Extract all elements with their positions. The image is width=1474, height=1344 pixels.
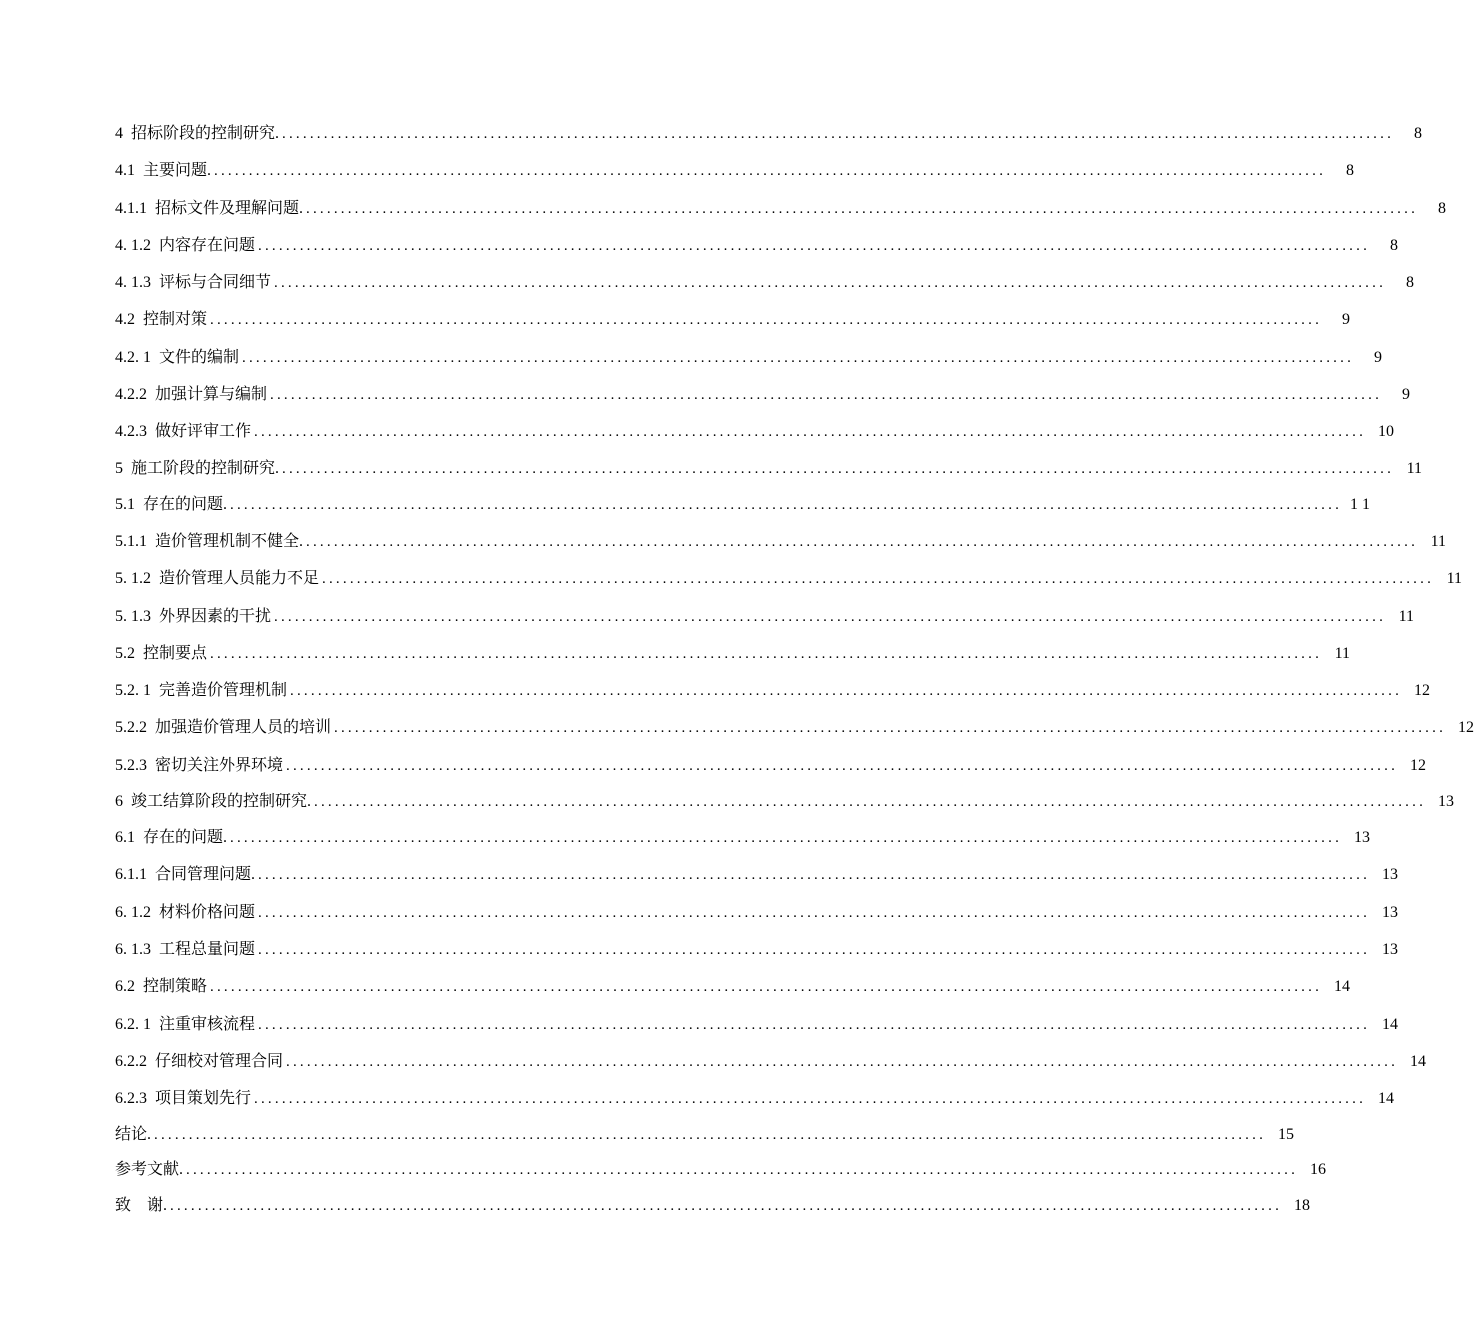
toc-entry [115,190,1447,227]
entry-title: 内容存在问题 [159,236,256,254]
entry-title: 造价管理机制不健全. [155,532,304,550]
entry-number: 4.2 [115,311,135,329]
dot-leader: ................................................................................................................................................................ [322,571,1435,588]
page-number: 12 [1414,682,1431,700]
toc-entry [115,1006,1399,1043]
entry-title: 加强造价管理人员的培训 [155,719,332,737]
dot-leader: ................................................................................................................................................................ [270,387,1383,404]
page-number: 9 [1374,348,1383,366]
entry-number: 5. 1.3 [115,607,151,625]
page-number: 8 [1438,199,1447,217]
page-number: 13 [1382,866,1399,884]
entry-number: 6. 1.3 [115,940,151,958]
entry-number: 5.2.2 [115,719,147,737]
page-number: 11 [1398,607,1415,625]
toc-entry [115,968,1351,1005]
dot-leader: ................................................................................................................................................................ [210,312,1323,329]
entry-title: 控制对策 [143,311,208,329]
entry-title: 控制要点 [143,644,208,662]
toc-entry [115,152,1355,189]
entry-number: 6.2 [115,978,135,996]
entry-title: 项目策划先行 [155,1090,252,1108]
entry-number: 6.2.2 [115,1052,147,1070]
entry-number: 4. 1.3 [115,274,151,292]
dot-leader: ................................................................................................................................................................ [210,645,1323,662]
dot-leader: ................................................................................................................................................................ [334,720,1447,737]
table-of-contents [115,115,1474,1225]
dot-leader: ................................................................................................................................................................ [210,979,1323,996]
dot-leader: ................................................................................................................................................................ [186,1162,1299,1179]
dot-leader: ................................................................................................................................................................ [230,830,1343,847]
dot-leader: ................................................................................................................................................................ [258,1016,1371,1033]
toc-entry [115,894,1399,931]
toc-entry [115,339,1383,376]
toc-entry [115,931,1399,968]
entry-title: 存在的问题. [143,829,228,847]
page-number: 15 [1278,1126,1295,1144]
dot-leader: ................................................................................................................................................................ [274,275,1387,292]
entry-title: 仔细校对管理合同 [155,1052,284,1070]
entry-title: 评标与合同细节 [159,274,272,292]
toc-entry [115,413,1395,450]
entry-title: 工程总量问题 [159,940,256,958]
entry-title: 造价管理人员能力不足 [159,570,320,588]
page-number: 8 [1346,162,1355,180]
page-number: 11 [1446,570,1463,588]
entry-title: 加强计算与编制 [155,386,268,404]
page-number: 11 [1406,459,1423,477]
entry-number: 6. 1.2 [115,903,151,921]
page-number: 14 [1334,978,1351,996]
entry-title: 存在的问题. [143,495,228,513]
page-number: 14 [1382,1015,1399,1033]
dot-leader: ................................................................................................................................................................ [286,1053,1399,1070]
toc-entry [115,301,1351,338]
entry-title: 密切关注外界环境 [155,756,284,774]
entry-number: 4. 1.2 [115,236,151,254]
page-number: 1 1 [1350,495,1371,513]
page-number: 12 [1410,756,1427,774]
dot-leader: ................................................................................................................................................................ [306,533,1419,550]
toc-entry [115,523,1447,560]
toc-entry [115,672,1431,709]
entry-title: 合同管理问题. [155,866,256,884]
entry-title: 致 谢. [115,1197,168,1215]
entry-title: 文件的编制 [159,348,240,366]
page-number: 8 [1406,274,1415,292]
entry-number: 4.2.3 [115,423,147,441]
toc-entry [115,227,1399,264]
page-number: 16 [1310,1161,1327,1179]
entry-number: 4 [115,125,123,142]
toc-entry [115,598,1415,635]
toc-entry [115,560,1463,597]
entry-title: 施工阶段的控制研究. [131,459,280,477]
entry-number: 6.1 [115,829,135,847]
toc-entry [115,376,1411,413]
entry-title: 外界因素的干扰 [159,607,272,625]
dot-leader: ................................................................................................................................................................ [258,904,1371,921]
entry-title: 竣工结算阶段的控制研究. [131,793,312,811]
dot-leader: ................................................................................................................................................................ [290,683,1403,700]
toc-entry [115,1187,1311,1224]
entry-title: 做好评审工作 [155,423,252,441]
page-number: 13 [1382,903,1399,921]
page-number: 8 [1414,125,1423,142]
page-number: 13 [1354,829,1371,847]
toc-entry [115,635,1351,672]
page-number: 11 [1430,532,1447,550]
entry-number: 5. 1.2 [115,570,151,588]
entry-number: 5.2. 1 [115,682,151,700]
page-number: 9 [1342,311,1351,329]
entry-title: 招标文件及理解问题. [155,199,304,217]
toc-entry [115,709,1474,746]
toc-entry [115,747,1427,784]
dot-leader: ................................................................................................................................................................ [306,200,1419,217]
dot-leader: ................................................................................................................................................................ [242,349,1355,366]
entry-number: 6 [115,793,123,811]
dot-leader: ................................................................................................................................................................ [154,1127,1267,1144]
entry-number: 4.2.2 [115,386,147,404]
dot-leader: ................................................................................................................................................................ [314,794,1427,811]
entry-title: 注重审核流程 [159,1015,256,1033]
entry-number: 5.2.3 [115,756,147,774]
entry-number: 4.1.1 [115,199,147,217]
entry-number: 5.1 [115,495,135,513]
entry-number: 6.2. 1 [115,1015,151,1033]
page-number: 14 [1378,1090,1395,1108]
toc-entry [115,486,1371,523]
page-number: 10 [1378,423,1395,441]
dot-leader: ................................................................................................................................................................ [282,460,1395,477]
dot-leader: ................................................................................................................................................................ [230,496,1343,513]
dot-leader: ................................................................................................................................................................ [274,608,1387,625]
entry-title: 招标阶段的控制研究. [131,125,280,142]
dot-leader: ................................................................................................................................................................ [282,126,1395,142]
dot-leader: ................................................................................................................................................................ [258,237,1371,254]
page-number: 13 [1382,940,1399,958]
entry-title: 控制策略 [143,978,208,996]
dot-leader: ................................................................................................................................................................ [258,941,1371,958]
toc-entry [115,1117,1295,1152]
entry-number: 5.1.1 [115,532,147,550]
page-number: 13 [1438,793,1455,811]
toc-entry [115,784,1455,819]
entry-number: 4.2. 1 [115,348,151,366]
entry-number: 5.2 [115,644,135,662]
toc-entry [115,819,1371,856]
toc-entry [115,856,1399,893]
toc-entry [115,451,1423,486]
toc-entry [115,1080,1395,1117]
page-number: 11 [1334,644,1351,662]
page-number: 14 [1410,1052,1427,1070]
page-number: 12 [1458,719,1474,737]
dot-leader: ................................................................................................................................................................ [254,1091,1367,1108]
page-number: 18 [1294,1197,1311,1215]
toc-entry [115,1043,1427,1080]
dot-leader: ................................................................................................................................................................ [214,163,1327,180]
page-number: 9 [1402,386,1411,404]
entry-title: 完善造价管理机制 [159,682,288,700]
entry-number: 4.1 [115,162,135,180]
page-number: 8 [1390,236,1399,254]
toc-entry [115,264,1415,301]
dot-leader: ................................................................................................................................................................ [258,867,1371,884]
toc-entry [115,115,1423,152]
entry-title: 主要问题. [143,162,212,180]
entry-title: 结论. [115,1126,152,1144]
entry-title: 材料价格问题 [159,903,256,921]
entry-number: 6.1.1 [115,866,147,884]
dot-leader: ................................................................................................................................................................ [170,1198,1283,1215]
dot-leader: ................................................................................................................................................................ [254,424,1367,441]
toc-entry [115,1152,1327,1187]
dot-leader: ................................................................................................................................................................ [286,757,1399,774]
entry-title: 参考文献. [115,1161,184,1179]
entry-number: 5 [115,459,123,477]
entry-number: 6.2.3 [115,1090,147,1108]
